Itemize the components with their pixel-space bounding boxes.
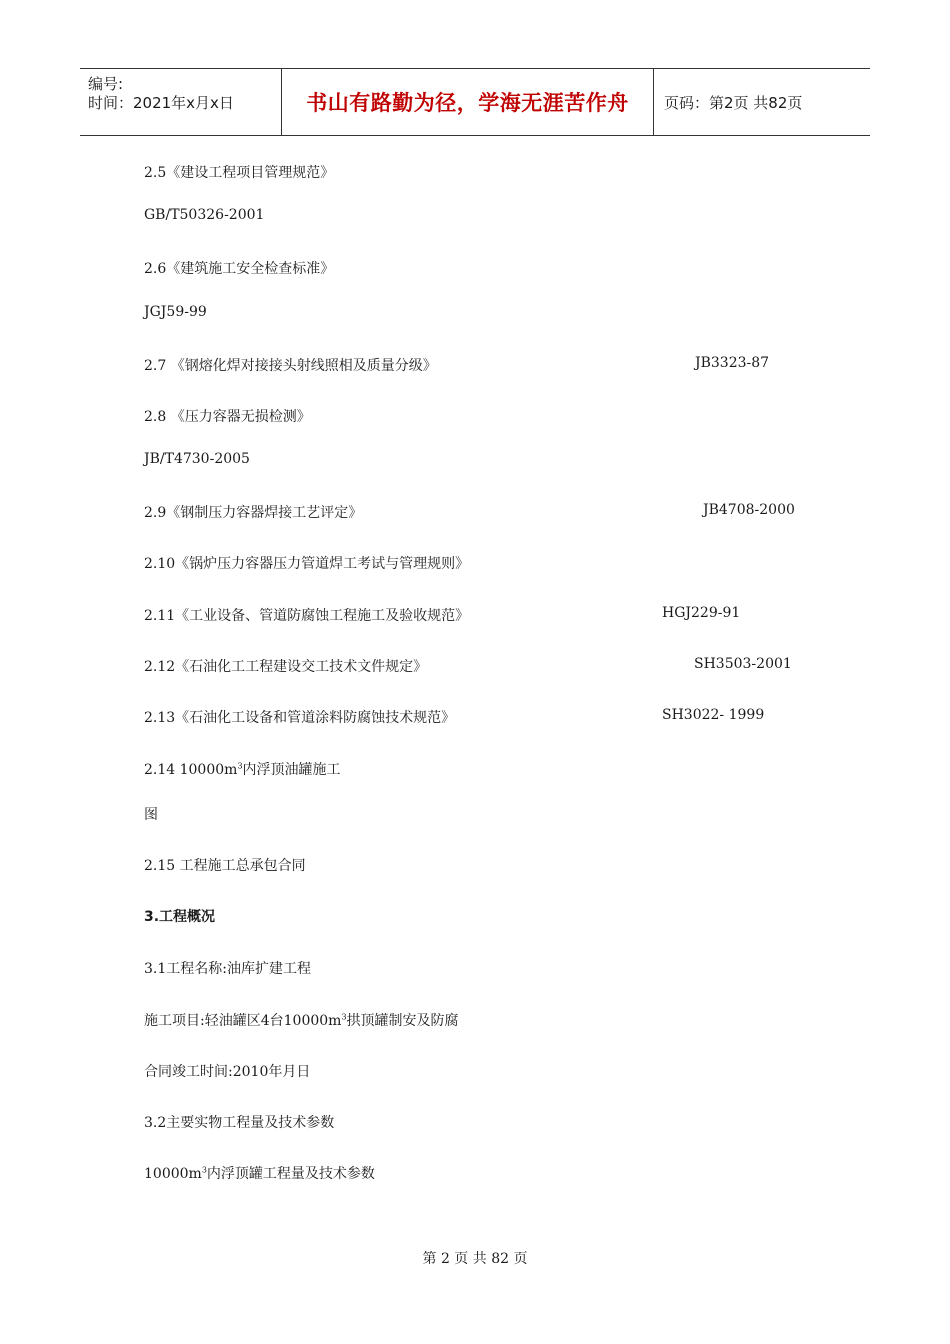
project-name: 3.1工程名称:油库扩建工程 xyxy=(144,961,311,977)
section-heading-3: 3.工程概况 xyxy=(144,909,216,925)
ref-2-13-code: SH3022- 1999 xyxy=(662,707,765,723)
header-meta xyxy=(80,69,282,135)
tank-parameters-part-b: 内浮顶罐工程量及技术参数 xyxy=(206,1166,375,1182)
completion-time: 合同竣工时间:2010年月日 xyxy=(144,1064,311,1080)
ref-2-11-code: HGJ229-91 xyxy=(662,605,741,621)
tank-parameters-part-a: 10000m xyxy=(144,1166,202,1182)
header-page-label: 页码：第2页 共82页 xyxy=(664,93,803,112)
ref-2-14 xyxy=(144,759,341,779)
ref-2-15: 2.15 工程施工总承包合同 xyxy=(144,858,306,874)
ref-2-8: 2.8 《压力容器无损检测》 xyxy=(144,409,311,425)
header-page-cell xyxy=(654,69,870,135)
page-footer: 第 2 页 共 82 页 xyxy=(422,1251,528,1267)
ref-2-12-code: SH3503-2001 xyxy=(694,656,792,672)
ref-2-6-code: JGJ59-99 xyxy=(144,304,207,320)
ref-2-5-code: GB/T50326-2001 xyxy=(144,207,265,223)
ref-2-5: 2.5《建设工程项目管理规范》 xyxy=(144,165,335,181)
superscript: 3 xyxy=(341,1012,347,1022)
ref-2-14-cont: 图 xyxy=(144,807,158,823)
construction-item-part-a: 施工项目:轻油罐区4台10000m xyxy=(144,1013,342,1029)
superscript: 3 xyxy=(201,1165,207,1175)
motto: 书山有路勤为径，学海无涯苦作舟 xyxy=(306,91,629,115)
ref-2-7-code: JB3323-87 xyxy=(695,355,770,371)
tank-parameters xyxy=(144,1163,375,1183)
ref-2-14-part-b: 内浮顶油罐施工 xyxy=(242,762,341,778)
construction-item xyxy=(144,1010,459,1030)
ref-2-7: 2.7 《钢熔化焊对接接头射线照相及质量分级》 xyxy=(144,358,437,374)
document-number-label: 编号: xyxy=(88,75,124,93)
superscript: 3 xyxy=(237,761,243,771)
ref-2-12: 2.12《石油化工工程建设交工技术文件规定》 xyxy=(144,659,428,675)
section-3-2: 3.2主要实物工程量及技术参数 xyxy=(144,1115,335,1131)
header-motto-cell xyxy=(282,69,654,135)
construction-item-part-b: 拱顶罐制安及防腐 xyxy=(346,1013,459,1029)
ref-2-6: 2.6《建筑施工安全检查标准》 xyxy=(144,261,335,277)
ref-2-8-code: JB/T4730-2005 xyxy=(144,451,250,467)
page-header xyxy=(80,68,870,136)
ref-2-9: 2.9《钢制压力容器焊接工艺评定》 xyxy=(144,505,363,521)
ref-2-11: 2.11《工业设备、管道防腐蚀工程施工及验收规范》 xyxy=(144,608,470,624)
ref-2-10: 2.10《锅炉压力容器压力管道焊工考试与管理规则》 xyxy=(144,556,470,572)
document-time-label: 时间：2021年x月x日 xyxy=(88,94,234,112)
ref-2-13: 2.13《石油化工设备和管道涂料防腐蚀技术规范》 xyxy=(144,710,456,726)
ref-2-14-part-a: 2.14 10000m xyxy=(144,762,238,778)
ref-2-9-code: JB4708-2000 xyxy=(703,502,795,518)
